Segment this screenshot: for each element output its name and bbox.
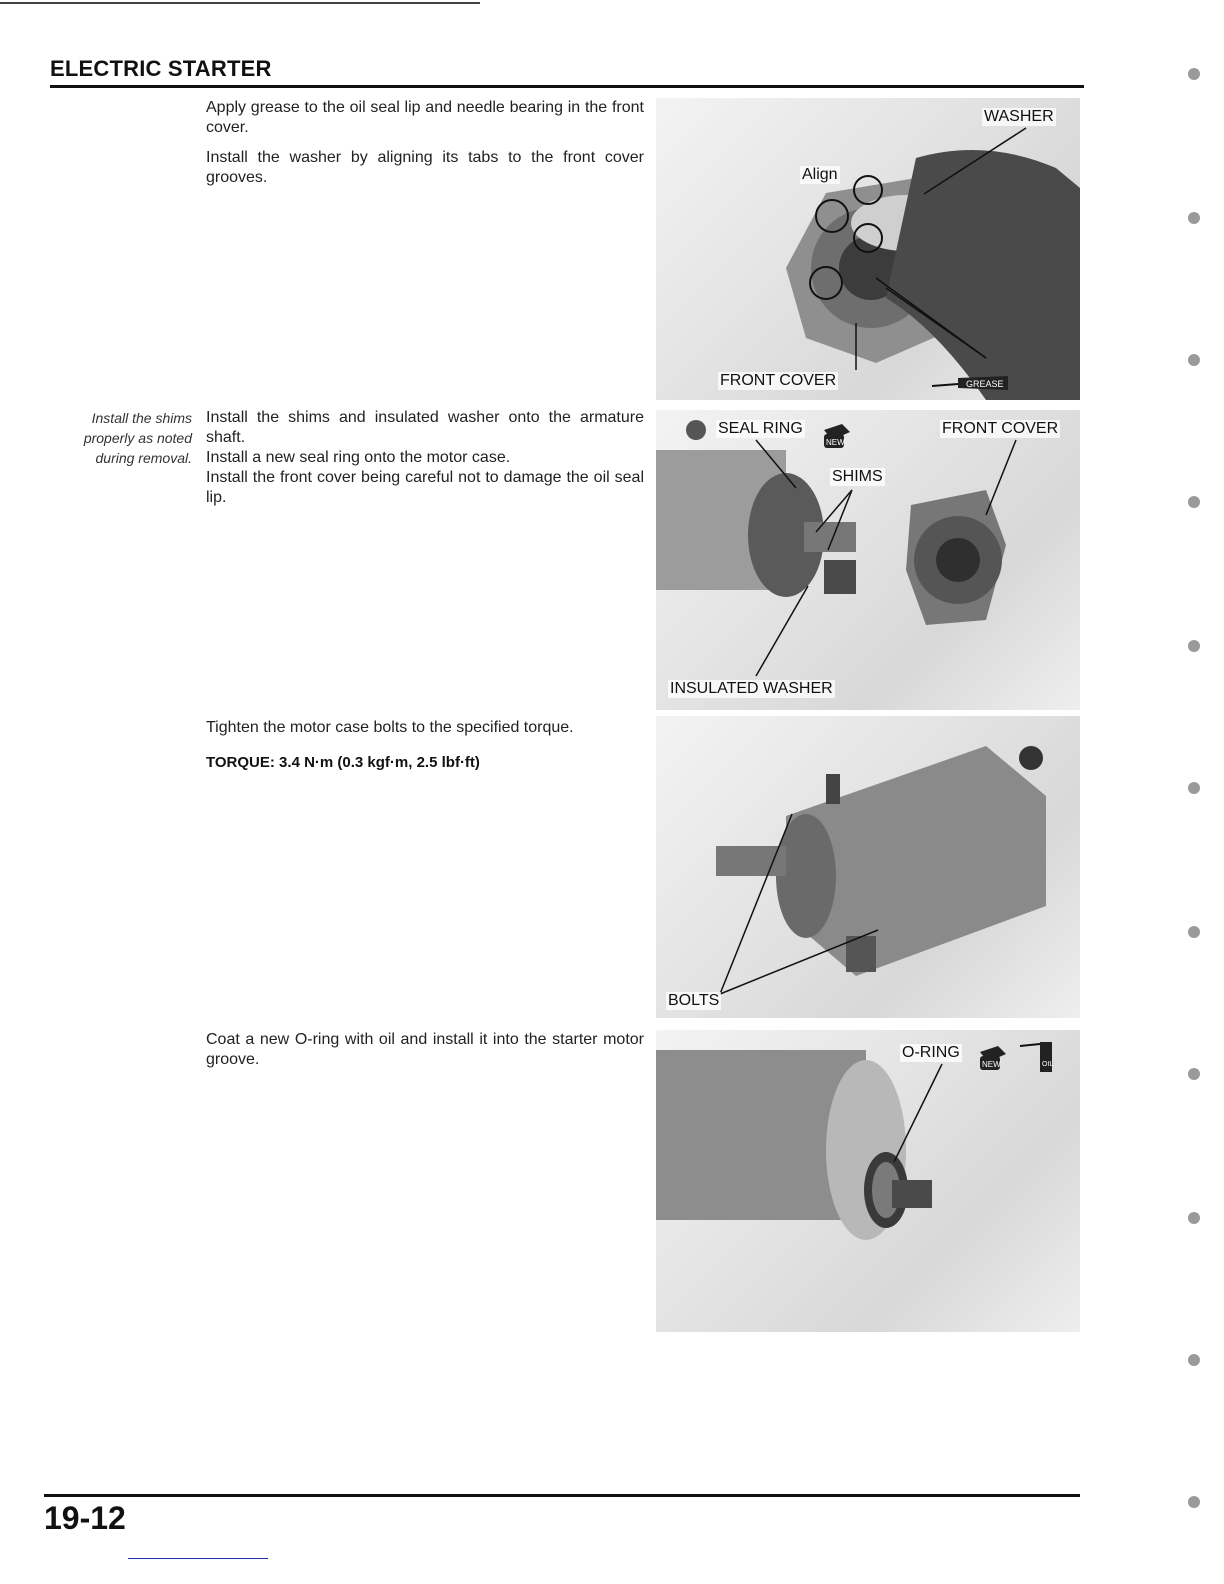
front-cover-callout-2: FRONT COVER	[942, 420, 1059, 437]
o-ring-photo	[656, 1030, 1080, 1332]
front-cover-callout: FRONT COVER	[720, 372, 837, 389]
armature-illustration	[656, 410, 1080, 710]
binder-hole-icon	[1188, 1212, 1200, 1224]
torque-spec: TORQUE: 3.4 N·m (0.3 kgf·m, 2.5 lbf·ft)	[206, 754, 480, 771]
header-rule	[50, 85, 1084, 88]
grease-icon	[932, 372, 1012, 392]
page-number: 19-12	[44, 1500, 126, 1536]
shims-callout: SHIMS	[832, 468, 883, 485]
step-2-paragraph-3: Install the front cover being careful not to damage the oil seal lip.	[206, 469, 644, 506]
align-callout: Align	[802, 166, 838, 183]
o-ring-illustration	[656, 1030, 1080, 1332]
armature-shims-photo	[656, 410, 1080, 710]
binder-hole-icon	[1188, 782, 1200, 794]
grease-tag: GREASE	[966, 379, 1004, 389]
binder-hole-icon	[1188, 68, 1200, 80]
binder-hole-icon	[1188, 640, 1200, 652]
step-1-paragraph-2: Install the washer by aligning its tabs to the front cover grooves.	[206, 149, 644, 186]
motor-case-bolts-photo	[656, 716, 1080, 1018]
binder-hole-icon	[1188, 212, 1200, 224]
binder-hole-icon	[1188, 354, 1200, 366]
oil-icon	[1018, 1038, 1058, 1074]
oil-tag: OIL	[1042, 1061, 1054, 1068]
step-2-paragraph-2: Install a new seal ring onto the motor case.	[206, 449, 511, 466]
step-4-text	[206, 1030, 644, 1080]
bolts-callout: BOLTS	[668, 992, 720, 1009]
bottom-edge-line	[128, 1558, 268, 1559]
step-3-paragraph-1: Tighten the motor case bolts to the specified torque.	[206, 719, 574, 736]
footer-rule	[44, 1494, 1080, 1497]
o-ring-callout: O-RING	[902, 1044, 960, 1061]
front-cover-washer-photo	[656, 98, 1080, 400]
front-cover-illustration	[656, 98, 1080, 400]
new-part-icon	[820, 420, 854, 450]
binder-hole-icon	[1188, 1354, 1200, 1366]
washer-callout: WASHER	[984, 108, 1054, 125]
seal-ring-callout: SEAL RING	[718, 420, 803, 437]
new-tag: NEW	[826, 438, 845, 447]
step-1-text	[206, 98, 644, 198]
section-title: ELECTRIC STARTER	[50, 56, 272, 81]
step-4-paragraph-1: Coat a new O-ring with oil and install it into the starter motor groove.	[206, 1031, 644, 1068]
top-edge-rule	[0, 2, 480, 4]
binder-hole-icon	[1188, 1496, 1200, 1508]
binder-hole-icon	[1188, 1068, 1200, 1080]
step-2-paragraph-1: Install the shims and insulated washer onto the armature shaft.	[206, 409, 644, 446]
step-1-paragraph-1: Apply grease to the oil seal lip and needle bearing in the front cover.	[206, 99, 644, 136]
new-tag-2: NEW	[982, 1060, 1001, 1069]
motor-case-illustration	[656, 716, 1080, 1018]
step-2-margin-note: Install the shims properly as noted during removal.	[83, 410, 192, 466]
step-2-text	[206, 408, 644, 508]
binder-hole-icon	[1188, 926, 1200, 938]
insulated-washer-callout: INSULATED WASHER	[670, 680, 833, 697]
new-part-icon-2	[976, 1042, 1010, 1072]
binder-hole-icon	[1188, 496, 1200, 508]
step-3-text	[206, 718, 646, 748]
